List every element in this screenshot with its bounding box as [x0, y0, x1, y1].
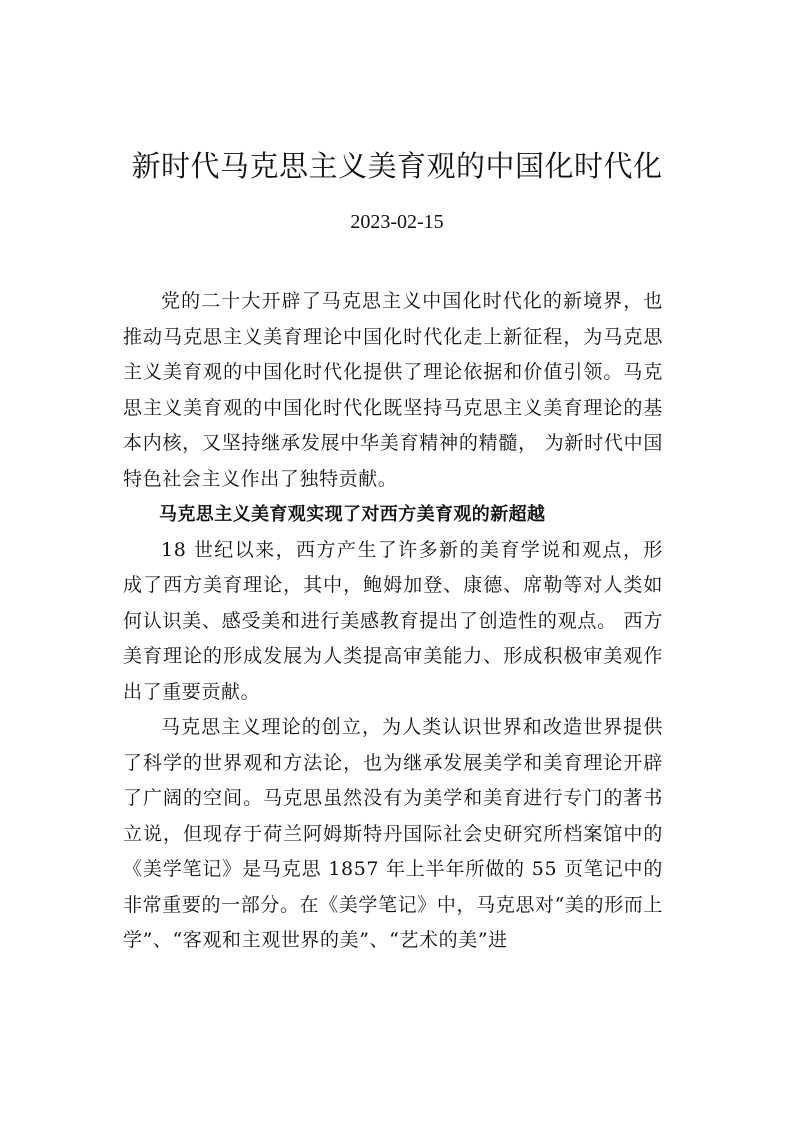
document-title: 新时代马克思主义美育观的中国化时代化	[131, 149, 663, 183]
intro-paragraph: 党的二十大开辟了马克思主义中国化时代化的新境界，也推动马克思主义美育理论中国化时代化走上新征程，为马克思主义美育观的中国化时代化提供了理论依据和价值引领。马克思主义美育观的中国化时代化既坚持马克思主义美育理论的基本内核，又坚持继承发展中华美育精神的精髓， 为新时代中国特色社会主义作出了独特贡献。	[123, 290, 663, 490]
document-date: 2023-02-15	[350, 211, 444, 233]
section-heading: 马克思主义美育观实现了对西方美育观的新超越	[159, 504, 546, 525]
body-paragraph-1: 18 世纪以来，西方产生了许多新的美育学说和观点，形成了西方美育理论，其中，鲍姆加登、康德、席勒等对人类如何认识美、感受美和进行美感教育提出了创造性的观点。 西方美育理论的形成发展为人类提高审美能力、形成积极审美观作出了重要贡献。	[123, 538, 663, 703]
body-paragraph-2: 马克思主义理论的创立，为人类认识世界和改造世界提供了科学的世界观和方法论，也为继承发展美学和美育理论开辟了广阔的空间。马克思虽然没有为美学和美育进行专门的著书立说，但现存于荷兰阿姆斯特丹国际社会史研究所档案馆中的《美学笔记》是马克思 1857 年上半年所做的 55 页笔记中的非常重要的一部分。在《美学笔记》中，马克思对“美的形而上学”、“客观和主观世界的美”、“艺术的美”进	[123, 716, 663, 951]
document-body	[123, 284, 663, 959]
